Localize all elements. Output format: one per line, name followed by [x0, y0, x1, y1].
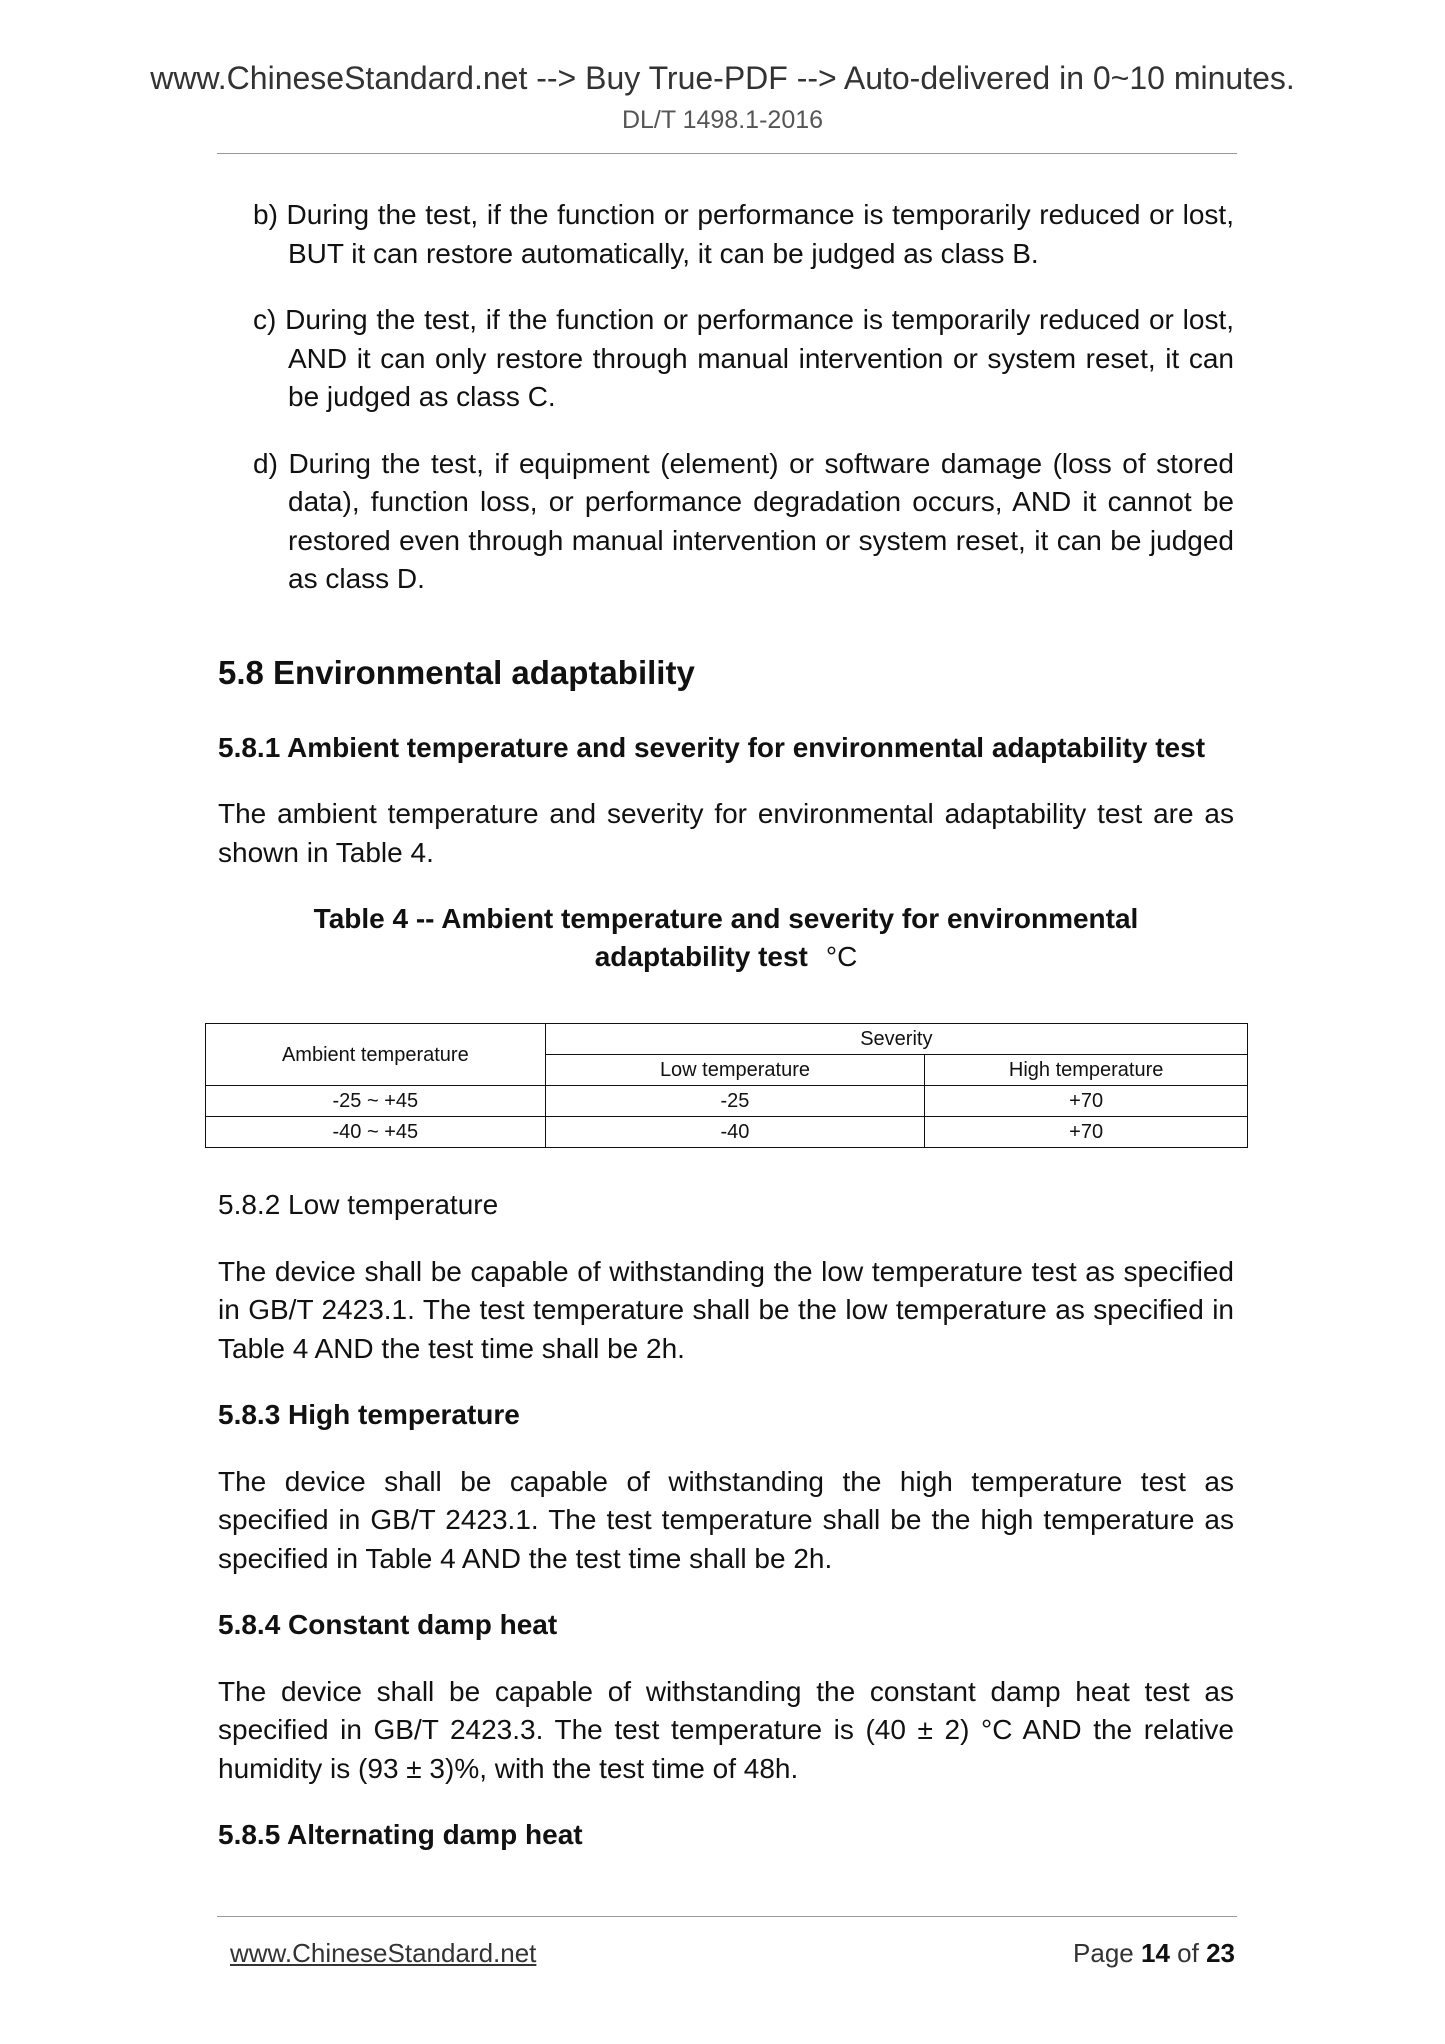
section-5-8-4-text: The device shall be capable of withstanding the constant damp heat test as specified in GB/T 2423.3. The test temperature is (40 ± 2) °C AND the relative humidity is (93 ± 3)%, with the test time of 48h.: [218, 1675, 1234, 1784]
cell-ambient: -25 ~ +45: [206, 1086, 546, 1117]
page-word: Page: [1073, 1938, 1134, 1968]
table-row: [206, 1117, 1248, 1148]
header-banner[interactable]: www.ChineseStandard.net --> Buy True-PDF --> Auto-delivered in 0~10 minutes.: [150, 60, 1295, 96]
cell-low: -25: [545, 1086, 925, 1117]
table-4-caption-line2-wrap: [218, 938, 1234, 976]
section-5-8-1-heading: 5.8.1 Ambient temperature and severity for environmental adaptability test: [218, 731, 1206, 763]
header-low-temperature: Low temperature: [545, 1055, 925, 1086]
footer-divider: [217, 1916, 1237, 1917]
clause-b: b) During the test, if the function or performance is temporarily reduced or lost, BUT it can restore automatically, it can be judged as class B.: [253, 199, 1234, 269]
header-divider: [217, 153, 1237, 154]
page-number: 14: [1141, 1938, 1170, 1968]
clause-c: c) During the test, if the function or performance is temporarily reduced or lost, AND it can only restore through manual intervention or system reset, it can be judged as class C.: [253, 304, 1234, 412]
table-4-caption-line2: adaptability test: [594, 941, 808, 972]
table-4: [205, 1023, 1248, 1148]
document-body-continued: [218, 1186, 1234, 1883]
footer-site-link[interactable]: www.ChineseStandard.net: [230, 1938, 537, 1968]
table-row: [206, 1086, 1248, 1117]
page-indicator: [1073, 1938, 1235, 1969]
section-5-8-2-text: The device shall be capable of withstanding the low temperature test as specified in GB/T 2423.1. The test temperature shall be the low temperature as specified in Table 4 AND the test time shall be 2h.: [218, 1255, 1234, 1364]
of-word: of: [1177, 1938, 1199, 1968]
clause-d: d) During the test, if equipment (element) or software damage (loss of stored data), function loss, or performance degradation occurs, AND it cannot be restored even through manual intervention or system reset, it can be judged as class D.: [253, 447, 1234, 594]
section-5-8-3-text: The device shall be capable of withstanding the high temperature test as specified in GB/T 2423.1. The test temperature shall be the high temperature as specified in Table 4 AND the test time shall be 2h.: [218, 1465, 1234, 1574]
section-5-8-1-text: The ambient temperature and severity for environmental adaptability test are as shown in Table 4.: [218, 798, 1234, 868]
header-severity: Severity: [545, 1024, 1247, 1055]
section-5-8-4-heading: 5.8.4 Constant damp heat: [218, 1609, 558, 1640]
section-5-8-3-heading: 5.8.3 High temperature: [218, 1399, 520, 1430]
cell-ambient: -40 ~ +45: [206, 1117, 546, 1148]
table-4-unit: °C: [825, 941, 858, 972]
section-5-8-heading: 5.8 Environmental adaptability: [218, 653, 695, 691]
table-header-row: [206, 1024, 1248, 1055]
cell-high: +70: [925, 1086, 1248, 1117]
cell-high: +70: [925, 1117, 1248, 1148]
header-high-temperature: High temperature: [925, 1055, 1248, 1086]
document-code: DL/T 1498.1-2016: [621, 106, 824, 134]
section-5-8-2-heading: 5.8.2 Low temperature: [218, 1189, 499, 1220]
cell-low: -40: [545, 1117, 925, 1148]
table-4-caption: [218, 900, 1234, 976]
document-body: [218, 196, 1234, 980]
page-total: 23: [1206, 1938, 1235, 1968]
header-ambient-temperature: Ambient temperature: [206, 1024, 546, 1086]
table-4-caption-line1: Table 4 -- Ambient temperature and severity for environmental: [313, 903, 1139, 934]
section-5-8-5-heading: 5.8.5 Alternating damp heat: [218, 1819, 583, 1850]
